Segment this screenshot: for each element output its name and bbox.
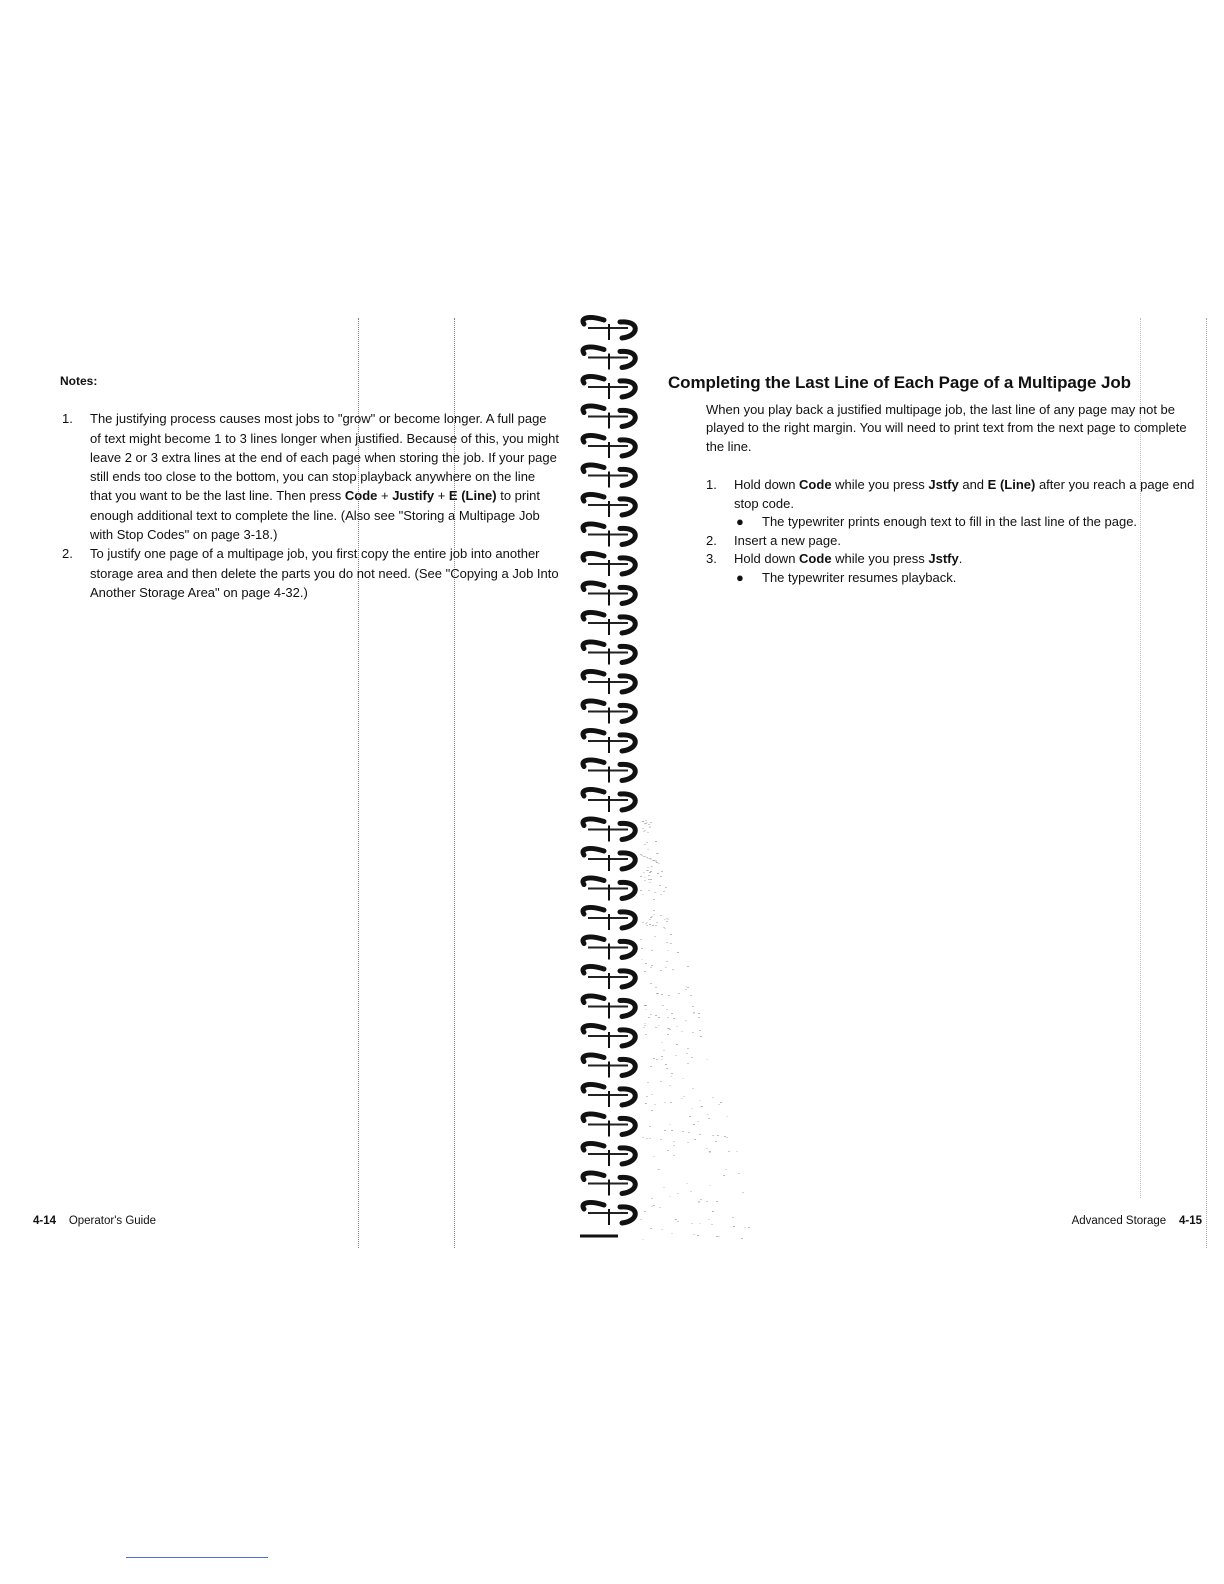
left-page [60,372,560,602]
scan-speckle [655,987,657,988]
scan-speckle [645,820,647,821]
footer-title: Operator's Guide [68,1215,157,1227]
scan-speckle [669,1124,671,1125]
scan-speckle [642,894,644,895]
key-justify: Justify [392,488,435,504]
scan-speckle [712,1211,714,1212]
step-result: ● The typewriter prints enough text to fill in the last line of the page. [668,513,1204,532]
scan-speckle [651,950,653,951]
scan-speckle [677,1221,679,1222]
scan-speckle [716,1201,718,1202]
scan-speckle [653,899,655,900]
step-item: 1. Hold down Code while you press Jstfy and E (Line) after you reach a page end stop code. [706,477,1195,511]
scan-speckle [646,925,648,926]
scan-speckle [646,1138,648,1139]
scan-speckle [691,1223,693,1224]
scan-speckle [709,1152,711,1153]
scan-speckle [657,853,659,854]
spiral-ring [583,1114,635,1137]
page-title: Completing the Last Line of Each Page of a Multipage Job [668,373,1131,392]
scan-speckle [660,1139,662,1140]
bullet-icon: ● [736,569,744,585]
page-number: 4-15 [1178,1215,1202,1227]
spiral-ring [583,819,635,842]
scan-speckle [712,1097,714,1098]
scan-speckle [685,1020,687,1021]
scan-speckle [693,1124,695,1125]
scan-speckle [726,1116,728,1117]
scan-speckle [646,1096,648,1097]
scan-speckle [645,1103,647,1104]
spiral-ring [583,937,635,960]
scan-speckle [664,1102,666,1103]
scan-speckle [706,1059,708,1060]
scan-speckle [665,1064,667,1065]
spiral-ring [583,848,635,871]
scan-speckle [649,919,651,920]
scan-speckle [675,1055,677,1056]
scan-speckle [658,1169,660,1170]
scan-speckle [742,1192,744,1193]
scan-speckle [687,987,689,988]
scan-speckle [651,1206,653,1207]
spiral-ring [583,642,635,665]
spiral-binding [578,310,642,1240]
scan-speckle [658,1017,660,1018]
spiral-ring [583,494,635,517]
scan-speckle [711,1224,713,1225]
scan-speckle [640,939,642,940]
scan-speckle [653,910,655,911]
scan-speckle [666,1068,668,1069]
scan-speckle [648,879,650,880]
scan-speckle [642,828,644,829]
scan-speckle [699,1100,701,1101]
scan-speckle [666,942,668,943]
scan-speckle [676,1026,678,1027]
scan-speckle [648,824,650,825]
scan-speckle [651,1198,653,1199]
scan-speckle [650,1014,652,1015]
spiral-ring [583,612,635,635]
spiral-ring [583,907,635,930]
spiral-ring [583,347,635,370]
scan-speckle [718,1236,720,1237]
scan-speckle [667,950,669,951]
scan-speckle [664,1130,666,1131]
scan-speckle [677,1193,679,1194]
scan-speckle [645,963,647,964]
scan-speckle [672,969,674,970]
scan-speckle [645,1009,647,1010]
scan-speckle [673,1155,675,1156]
scan-speckle [653,914,655,915]
scan-speckle [651,965,653,966]
scan-speckle [660,915,662,916]
spiral-ring [583,701,635,724]
scan-speckle [685,989,687,990]
scan-speckle [644,877,646,878]
scan-speckle [649,826,651,827]
scan-speckle [687,1142,689,1143]
scan-speckle [671,1233,673,1234]
scan-speckle [646,842,648,843]
scan-speckle [693,1013,695,1014]
scan-speckle [643,831,645,832]
scan-speckle [687,1063,689,1064]
key-jstfy: Jstfy [928,477,959,492]
scan-speckle [650,1228,652,1229]
spiral-ring [583,376,635,399]
note-number: 1. [62,411,73,427]
scan-speckle [646,922,648,923]
scan-speckle [724,1136,726,1137]
scan-speckle [738,1173,740,1174]
scan-speckle [682,1078,684,1079]
scan-speckle [715,1141,717,1142]
scan-speckle [712,1135,714,1136]
page-number: 4-14 [33,1215,57,1227]
scan-speckle [645,1034,647,1035]
scan-speckle [670,943,672,944]
scan-speckle [649,924,651,925]
spiral-ring [583,583,635,606]
scan-speckle [736,1151,738,1152]
spiral-ring [583,435,635,458]
scan-speckle [690,995,692,996]
scan-speckle [640,1219,642,1220]
scan-speckle [741,1238,743,1239]
step-number: 1. [706,477,717,492]
spiral-ring [583,1055,635,1078]
note-text: To justify one page of a multipage job, you first copy the entire job into another storage area and then delete the parts you do not need. (See "Copying a Job Into Another Storage Area" on page 4-32.) [90,546,559,600]
scan-speckle [691,1108,693,1109]
scan-speckle [648,890,650,891]
scan-speckle [649,872,651,873]
scan-speckle [661,1059,663,1060]
right-footer [1072,1215,1202,1227]
scan-speckle [698,1013,700,1014]
scan-speckle [675,1219,677,1220]
scan-speckle [650,917,652,918]
scan-speckle [660,876,662,877]
scan-speckle [666,921,668,922]
scan-speckle [661,994,663,995]
spiral-ring [583,317,635,340]
scan-speckle [644,880,646,881]
scan-speckle [725,1169,727,1170]
spiral-ring [583,1202,635,1225]
key-code: Code [344,488,378,504]
scan-speckle [649,1126,651,1127]
scan-speckle [686,1183,688,1184]
scan-speckle [708,1219,710,1220]
scan-speckle [673,1145,675,1146]
scan-speckle [654,1104,656,1105]
scan-speckle [744,1227,746,1228]
scan-speckle [660,1081,662,1082]
scan-speckle [647,849,649,850]
scan-speckle [723,1175,725,1176]
scan-speckle [641,948,643,949]
scan-speckle [647,1082,649,1083]
footer-title: Advanced Storage [1071,1215,1167,1227]
scan-speckle [668,995,670,996]
scan-speckle [655,925,657,926]
spiral-ring [583,1084,635,1107]
scan-speckle [644,1023,646,1024]
scan-speckle [697,1121,699,1122]
key-e-line: E (Line) [448,488,497,504]
spiral-ring [583,996,635,1019]
scan-speckle [658,1025,660,1026]
spiral-ring [583,878,635,901]
scan-speckle [671,1013,673,1014]
scan-speckle [692,1006,694,1007]
scan-speckle [644,1005,646,1006]
scan-speckle [692,1088,694,1089]
scan-speckle [650,1066,652,1067]
scan-speckle [666,918,668,919]
scan-speckle [644,844,646,845]
scan-speckle [699,1030,701,1031]
scan-speckle [706,1148,708,1149]
spiral-ring [583,730,635,753]
scan-speckle [687,1048,689,1049]
scan-underline [126,1557,268,1558]
scan-speckle [688,1132,690,1133]
scan-speckle [669,1029,671,1030]
note-item [60,544,560,602]
spiral-ring [583,1143,635,1166]
scan-speckle [643,1027,645,1028]
scan-speckle [686,1053,688,1054]
spiral-ring [583,1173,635,1196]
scan-speckle [669,1196,671,1197]
scan-speckle [720,1102,722,1103]
scan-speckle [671,1073,673,1074]
scan-speckle [667,919,669,920]
right-page [668,374,1204,587]
scan-speckle [642,1239,644,1240]
scan-speckle [650,822,652,823]
scan-speckle [677,952,679,953]
scan-speckle [683,1096,685,1097]
spiral-ring [583,406,635,429]
step-item: 3. Hold down Code while you press Jstfy. [668,550,1204,569]
scan-speckle [663,1187,665,1188]
scan-speckle [661,871,663,872]
scan-speckle [645,923,647,924]
scan-speckle [667,1150,669,1151]
scan-speckle [648,1017,650,1018]
scan-speckle [669,1085,671,1086]
scan-speckle [650,879,652,880]
scan-speckle [648,875,650,876]
scan-speckle [659,1207,661,1208]
scan-speckle [700,1036,702,1037]
spiral-ring [583,524,635,547]
note-number: 2. [62,546,73,562]
key-jstfy: Jstfy [928,551,959,566]
scan-speckle [665,967,667,968]
scan-speckle [694,1139,696,1140]
scan-speckle [697,1235,699,1236]
scan-speckle [709,1185,711,1186]
scan-speckle [640,876,642,877]
scan-speckle [654,892,656,893]
scan-speckle [670,1102,672,1103]
scan-speckle [690,1191,692,1192]
scan-speckle [691,1057,693,1058]
scan-speckle [662,1005,664,1006]
scan-speckle [653,1058,655,1059]
scan-speckle [644,1211,646,1212]
scan-speckle [718,1104,720,1105]
scan-speckle [698,1202,700,1203]
scan-speckle [682,1131,684,1132]
scan-speckle [666,1009,668,1010]
scan-speckle [656,1059,658,1060]
scan-speckle [653,1205,655,1206]
scan-page-edge [1206,318,1207,1248]
scan-speckle [699,1134,701,1135]
scan-speckle [689,1116,691,1117]
scan-speckle [678,993,680,994]
scan-speckle [656,922,658,923]
scan-speckle [706,1201,708,1202]
scan-speckle [660,894,662,895]
scan-speckle [653,1156,655,1157]
scan-speckle [658,863,660,864]
scan-speckle [649,827,651,828]
scan-speckle [670,934,672,935]
scan-speckle [728,1151,730,1152]
key-code: Code [799,477,832,492]
scan-speckle [661,1042,663,1043]
scan-speckle [655,841,657,842]
step-item: 2. Insert a new page. [668,532,1204,551]
scan-speckle [681,1031,683,1032]
notes-heading: Notes: [60,374,98,388]
spiral-ring [583,671,635,694]
scan-speckle [692,1032,694,1033]
scan-speckle [649,1138,651,1139]
scan-speckle [652,925,654,926]
scan-speckle [650,983,652,984]
spiral-ring [583,1025,635,1048]
scan-speckle [699,1223,701,1224]
scan-speckle [709,1151,711,1152]
scan-speckle [673,1018,675,1019]
scan-speckle [671,1130,673,1131]
scan-speckle [651,866,653,867]
scan-speckle [661,1229,663,1230]
scan-speckle [647,870,649,871]
scan-speckle [651,1110,653,1111]
step-number: 2. [706,532,717,548]
scan-speckle [644,971,646,972]
spiral-ring [583,760,635,783]
scan-speckle [663,891,665,892]
scan-speckle [640,890,642,891]
scan-speckle [644,1025,646,1026]
note-text: The justifying process causes most jobs to "grow" or become longer. A full page of text might become 1 to 3 lines longer when justified. Because of this, you might leave 2 or 3 extra lines at the end of each page when storing the job. If your page still ends too close to the bottom, you can stop playback anywhere on the line that you want to be the last line. Then press [90,411,559,504]
scan-speckle [667,1034,669,1035]
scan-speckle [717,1135,719,1136]
scan-speckle [700,1199,702,1200]
scan-speckle [657,993,659,994]
scan-speckle [643,872,645,873]
step-result: ● The typewriter resumes playback. [668,569,1204,588]
scan-speckle [693,1234,695,1235]
scan-speckle [654,936,656,937]
scan-speckle [647,832,649,833]
scan-speckle [650,967,652,968]
scan-speckle [641,959,643,960]
spiral-ring [583,789,635,812]
scan-speckle [664,928,666,929]
scan-speckle [732,1217,734,1218]
scan-speckle [645,823,647,824]
spiral-ring [583,553,635,576]
scan-speckle [664,919,666,920]
scan-speckle [660,970,662,971]
scan-speckle [663,1050,665,1051]
scan-speckle [642,1137,644,1138]
scan-speckle [681,1098,683,1099]
scan-speckle [666,961,668,962]
step-number: 3. [706,551,717,566]
scan-speckle [647,867,649,868]
scan-speckle [642,821,644,822]
scan-speckle [670,1076,672,1077]
spiral-ring [583,465,635,488]
scan-speckle [707,1114,709,1115]
scan-speckle [655,1015,657,1016]
scan-speckle [726,1137,728,1138]
spiral-ring [583,966,635,989]
note-item: 1. The justifying process causes most jobs to "grow" or become longer. A full page of text might become 1 to 3 lines longer when justified. Because of this, you might leave 2 or 3 extra lines at the end of each page when storing the job. If your page still ends too close to the bottom, you can stop playback anywhere on the line that you want to be the last line. Then press Code + Justify + E (Line) to print enough additional text to complete the line. (Also see "Storing a Multipage Job with Stop Codes" on page 3-18.) [62,411,559,543]
scan-speckle [698,1017,700,1018]
scan-speckle [651,1094,653,1095]
intro-paragraph: When you play back a justified multipage job, the last line of any page may not be played to the right margin. You will need to print text from the next page to complete the line. [706,401,1187,454]
left-footer [33,1215,156,1227]
scan-speckle [642,922,644,923]
scan-speckle [676,1044,678,1045]
scan-speckle [649,882,651,883]
scan-speckle [661,1056,663,1057]
scan-speckle [651,916,653,917]
scan-speckle [733,1226,735,1227]
scan-speckle [701,1106,703,1107]
scan-speckle [667,1017,669,1018]
scan-speckle [659,885,661,886]
scan-speckle [665,887,667,888]
scan-speckle [655,1027,657,1028]
scan-speckle [748,1227,750,1228]
key-code: Code [799,551,832,566]
scan-speckle [708,1118,710,1119]
scan-speckle [687,966,689,967]
scan-speckle [657,873,659,874]
scan-speckle [673,1141,675,1142]
key-e-line: E (Line) [987,477,1036,492]
note-text: to print enough additional text to complete the line. (Also see "Storing a Multipage Job with Stop Codes" on page 3-18.) [90,488,540,543]
bullet-icon: ● [736,514,744,529]
